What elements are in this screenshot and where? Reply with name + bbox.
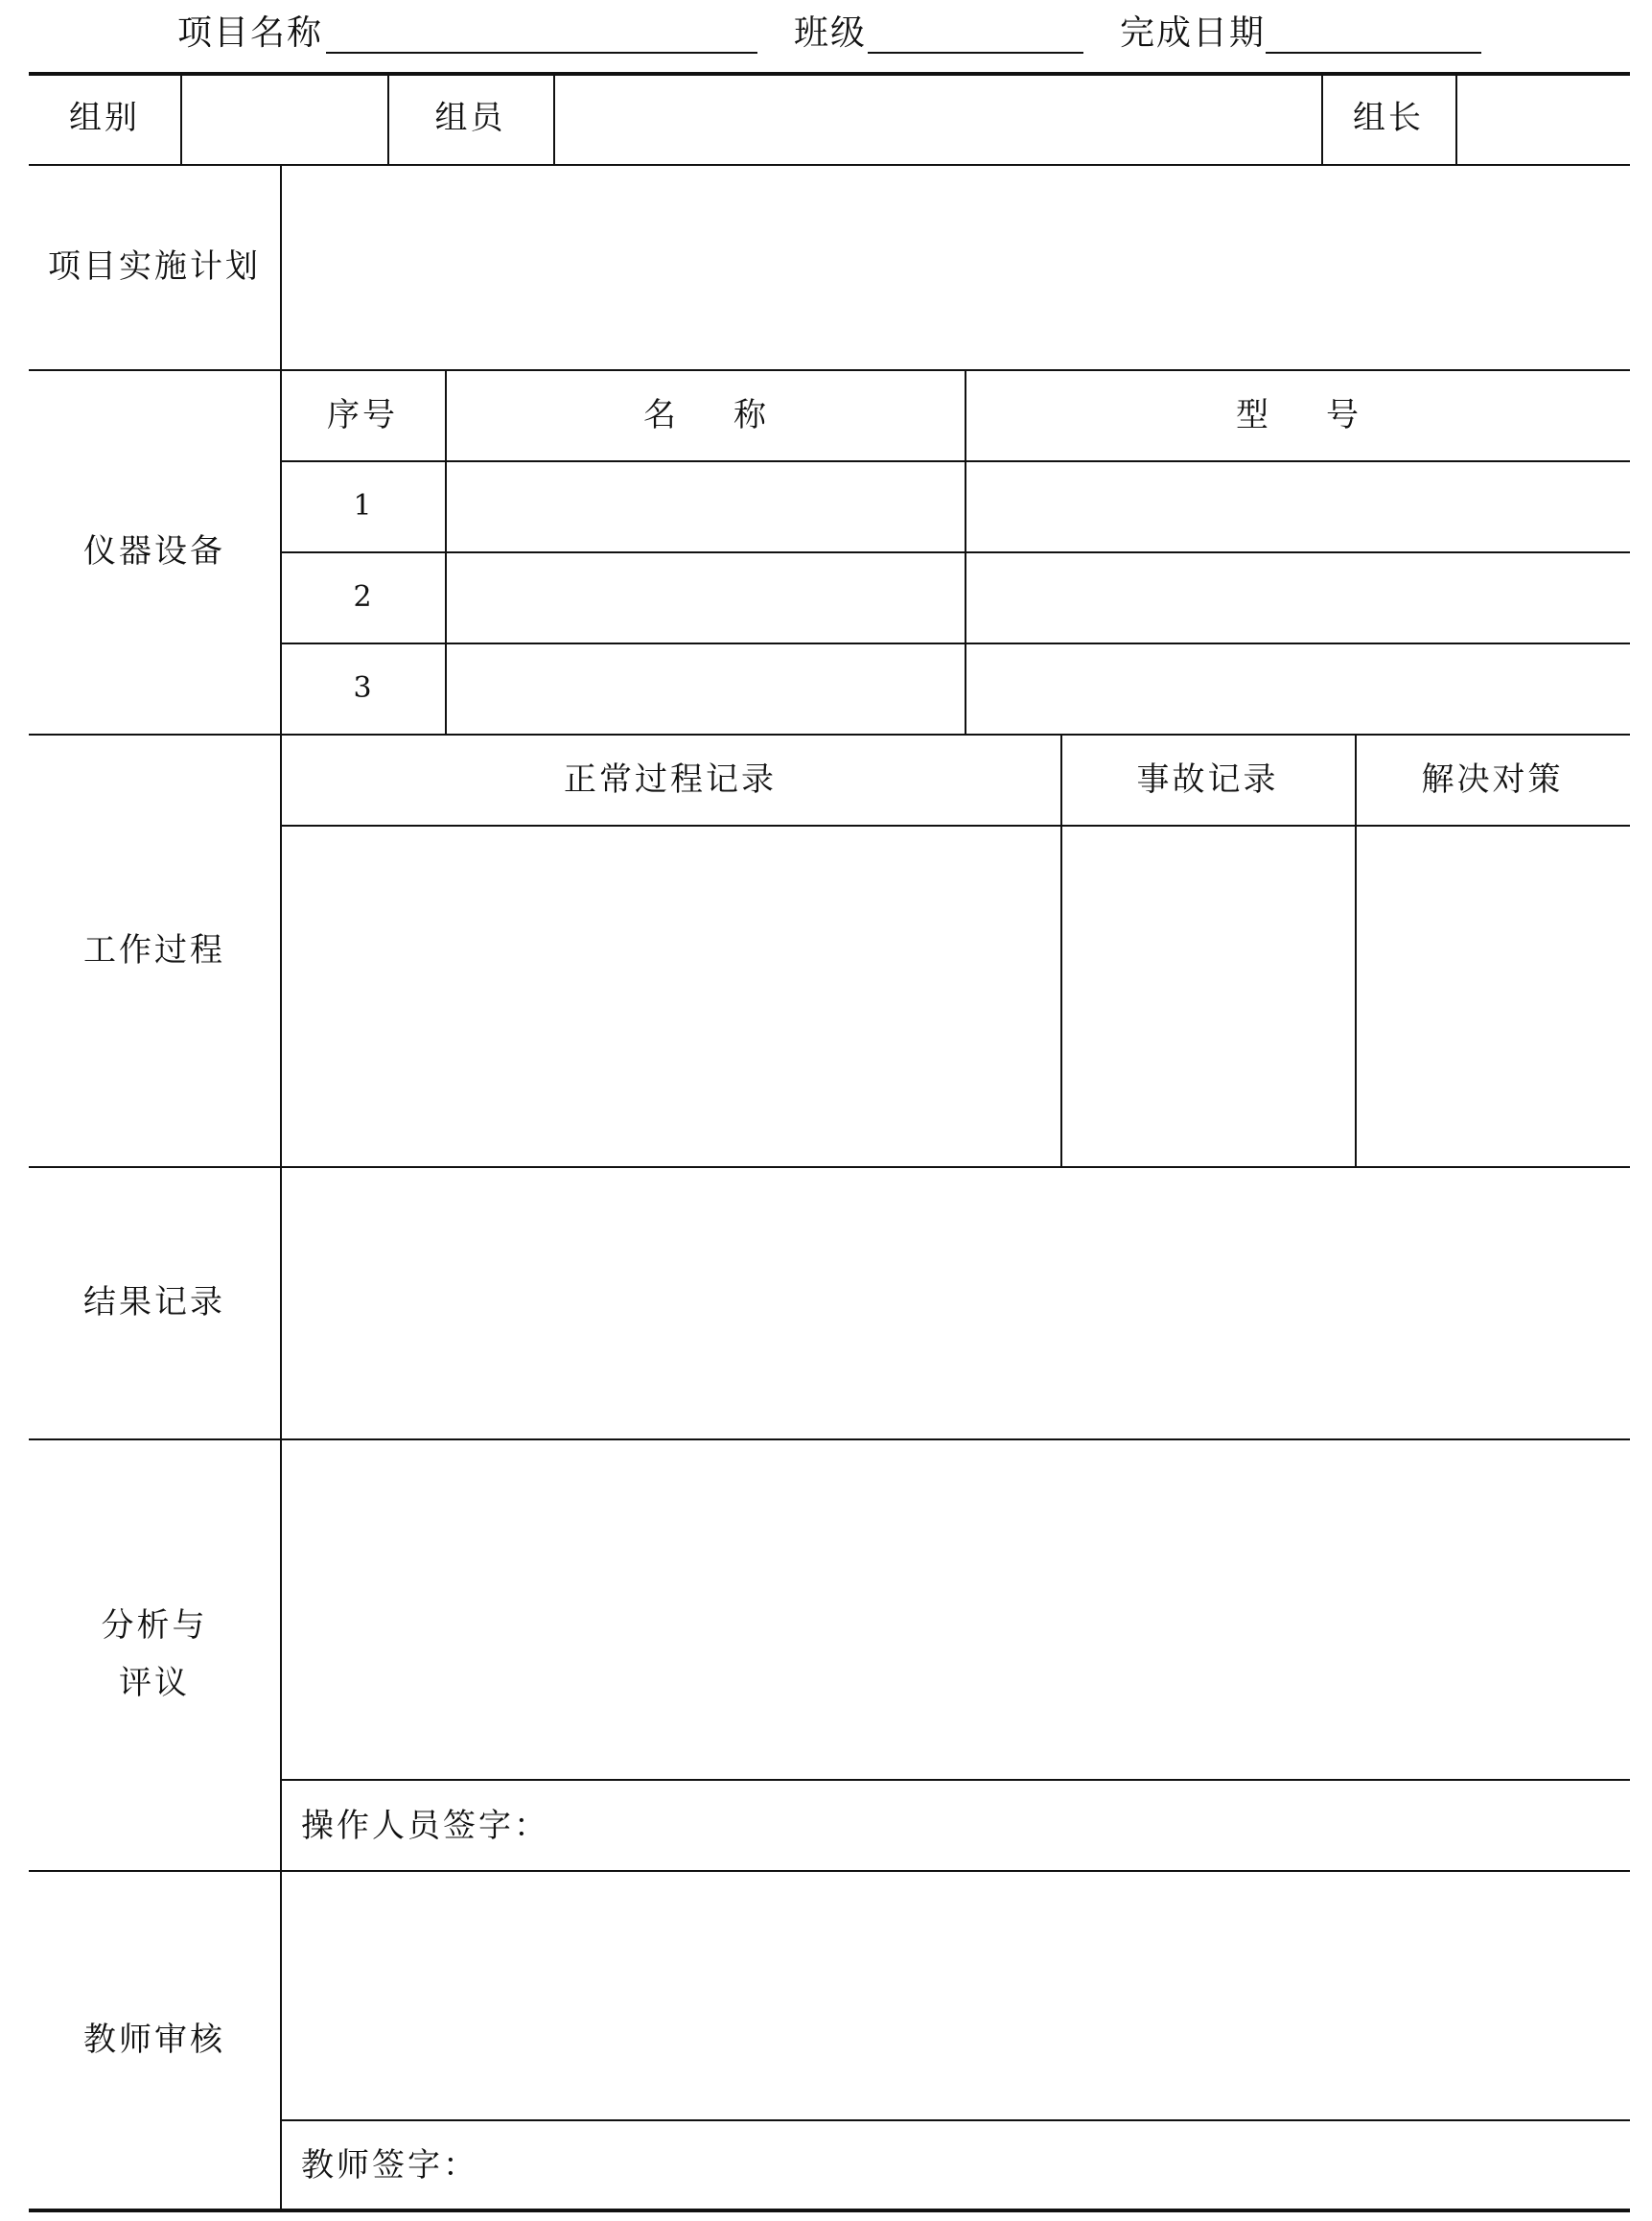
equipment-col-name: 名称 bbox=[643, 395, 824, 434]
work-col-normal-record: 正常过程记录 bbox=[564, 760, 777, 799]
group-value-cell[interactable] bbox=[182, 74, 387, 164]
equipment-col-model: 型号 bbox=[1236, 395, 1416, 434]
solution-cell[interactable] bbox=[1357, 827, 1630, 1166]
operator-signature-cell[interactable] bbox=[282, 1781, 1630, 1870]
equipment-name-cell[interactable] bbox=[447, 462, 965, 551]
work-col-solution: 解决对策 bbox=[1421, 760, 1564, 799]
project-name-blank[interactable] bbox=[326, 52, 757, 54]
equipment-row-index: 3 bbox=[353, 670, 372, 705]
plan-label: 项目实施计划 bbox=[48, 247, 261, 286]
analysis-content-cell[interactable] bbox=[282, 1440, 1630, 1779]
analysis-label-line2: 评议 bbox=[119, 1664, 190, 1702]
date-blank[interactable] bbox=[1266, 52, 1481, 54]
equipment-model-cell[interactable] bbox=[966, 462, 1630, 551]
normal-record-cell[interactable] bbox=[282, 827, 1060, 1166]
equipment-col-index: 序号 bbox=[327, 395, 398, 434]
analysis-label-line1: 分析与 bbox=[101, 1606, 208, 1645]
results-label: 结果记录 bbox=[83, 1283, 225, 1321]
teacher-review-label: 教师审核 bbox=[83, 2020, 225, 2059]
project-name-label: 项目名称 bbox=[177, 13, 324, 53]
equipment-name-cell[interactable] bbox=[447, 553, 965, 643]
class-label: 班级 bbox=[794, 13, 868, 53]
teacher-review-content-cell[interactable] bbox=[282, 1872, 1630, 2119]
analysis-label bbox=[29, 1438, 280, 1870]
results-content-cell[interactable] bbox=[282, 1168, 1630, 1438]
table-bottom-border bbox=[29, 2209, 1630, 2212]
leader-label: 组长 bbox=[1353, 99, 1424, 137]
leader-value-cell[interactable] bbox=[1457, 74, 1630, 164]
class-blank[interactable] bbox=[868, 52, 1083, 54]
equipment-model-cell[interactable] bbox=[966, 644, 1630, 734]
incident-record-cell[interactable] bbox=[1062, 827, 1355, 1166]
operator-signature-label: 操作人员签字： bbox=[301, 1806, 549, 1845]
members-value-cell[interactable] bbox=[555, 74, 1321, 164]
equipment-row-index: 2 bbox=[353, 579, 372, 614]
work-process-label: 工作过程 bbox=[83, 930, 225, 970]
members-label: 组员 bbox=[434, 99, 506, 137]
group-label: 组别 bbox=[69, 99, 140, 137]
equipment-row-index: 1 bbox=[353, 488, 372, 523]
equipment-label: 仪器设备 bbox=[83, 532, 225, 571]
work-col-incident-record: 事故记录 bbox=[1136, 760, 1279, 799]
equipment-model-cell[interactable] bbox=[966, 553, 1630, 643]
teacher-signature-cell[interactable] bbox=[282, 2121, 1630, 2209]
date-label: 完成日期 bbox=[1120, 13, 1267, 53]
equipment-name-cell[interactable] bbox=[447, 644, 965, 734]
teacher-signature-label: 教师签字： bbox=[301, 2145, 478, 2185]
plan-content-cell[interactable] bbox=[282, 166, 1630, 369]
